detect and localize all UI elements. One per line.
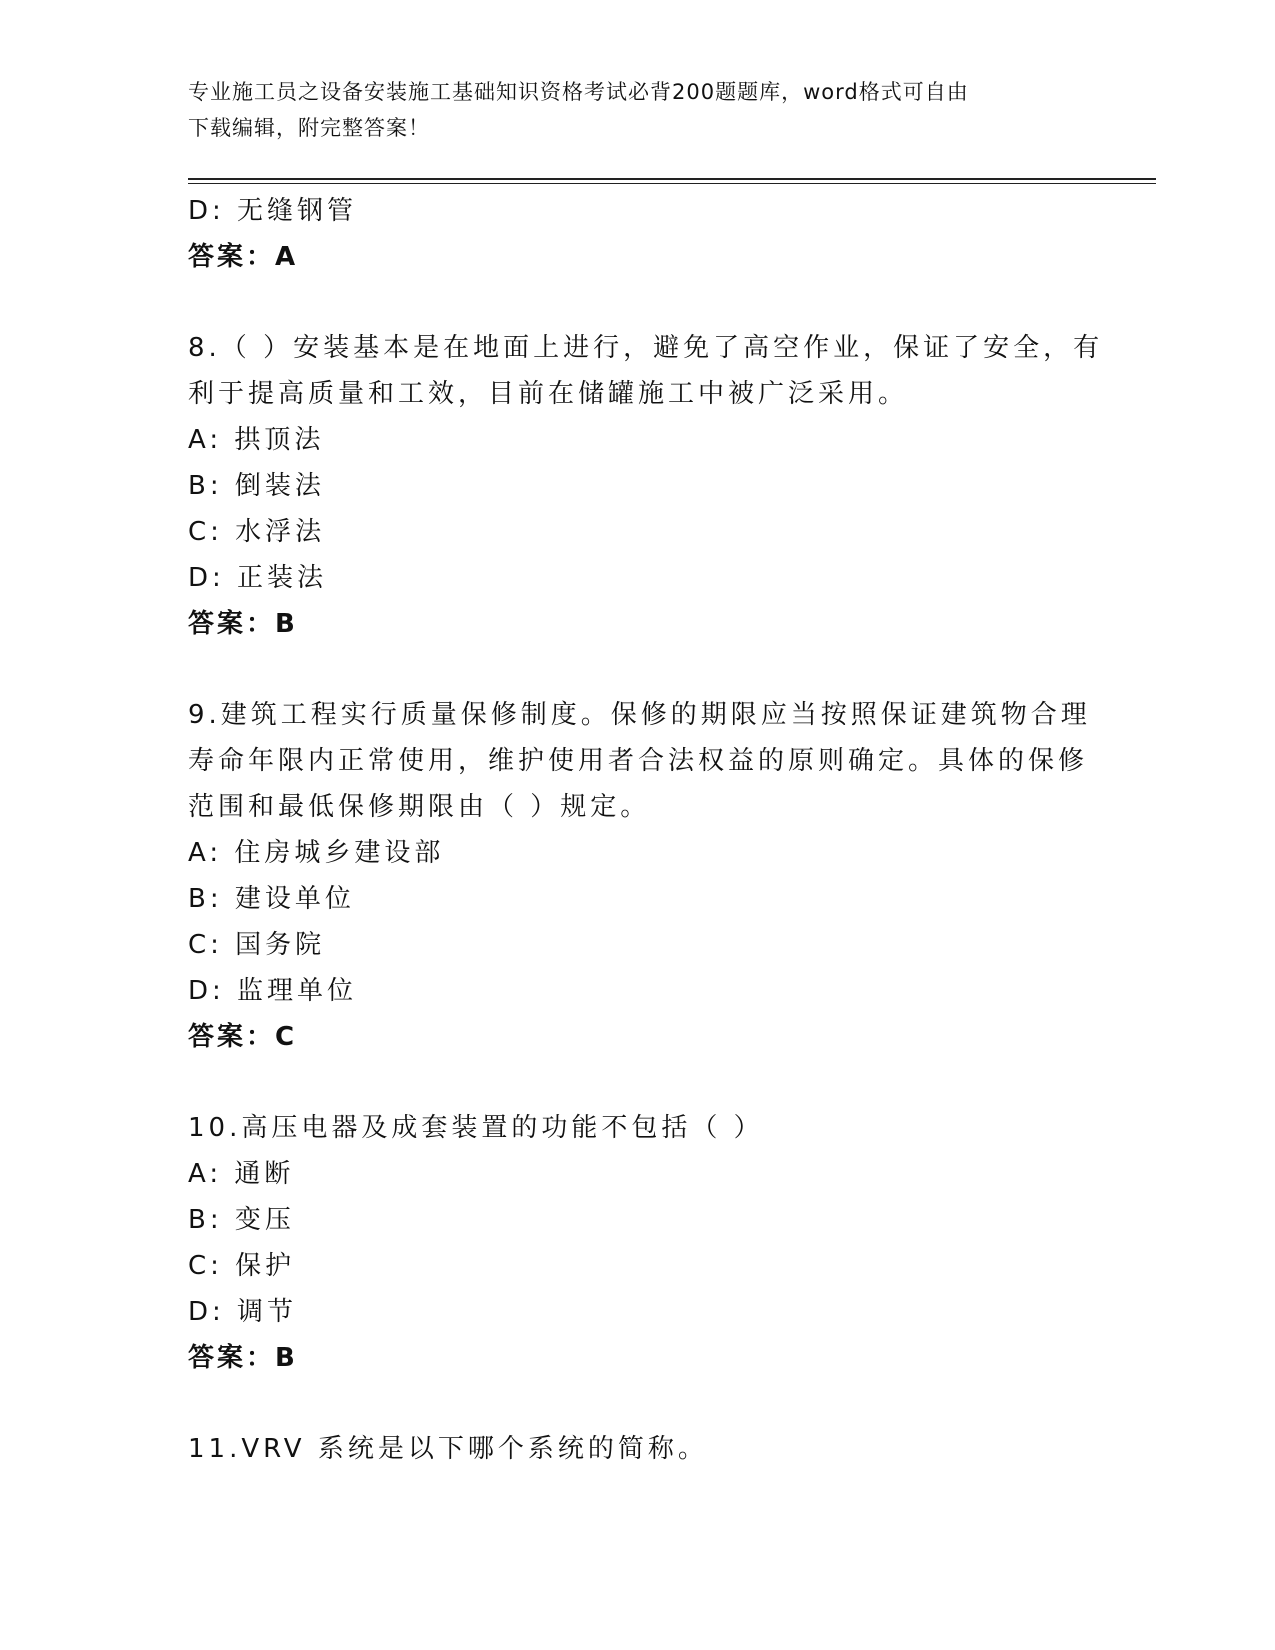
spacer: [188, 1060, 1068, 1105]
prev-option-d: D: 无缝钢管: [188, 196, 358, 226]
header-line-1: 专业施工员之设备安装施工基础知识资格考试必背200题题库，word格式可自由: [188, 80, 969, 104]
question-text: 8.（ ）安装基本是在地面上进行，避免了高空作业，保证了安全，有: [188, 333, 1104, 363]
question-text: 11.VRV 系统是以下哪个系统的简称。: [188, 1434, 708, 1464]
option-d: D: 正装法: [188, 563, 328, 593]
question-10: [188, 1105, 1068, 1381]
spacer: [188, 280, 1068, 325]
spacer: [188, 1381, 1068, 1426]
option-c: C: 水浮法: [188, 517, 326, 547]
question-list: [188, 188, 1104, 1472]
option-d: D: 调节: [188, 1297, 298, 1327]
option-a: A: 通断: [188, 1159, 295, 1189]
option-c: C: 保护: [188, 1251, 296, 1281]
page-header: [188, 74, 1088, 146]
question-8: [188, 325, 1104, 647]
option-b: B: 变压: [188, 1205, 295, 1235]
question-text: 10.高压电器及成套装置的功能不包括（ ）: [188, 1113, 764, 1143]
question-text: 9.建筑工程实行质量保修制度。保修的期限应当按照保证建筑物合理: [188, 700, 1091, 730]
question-11: [188, 1426, 1068, 1472]
prev-answer: 答案：A: [188, 242, 299, 272]
option-b: B: 倒装法: [188, 471, 325, 501]
option-a: A: 住房城乡建设部: [188, 838, 445, 868]
answer: 答案：B: [188, 1343, 298, 1373]
option-c: C: 国务院: [188, 930, 326, 960]
header-line-2: 下载编辑，附完整答案！: [188, 116, 430, 140]
header-divider: [188, 178, 1156, 180]
answer: 答案：B: [188, 609, 298, 639]
option-a: A: 拱顶法: [188, 425, 325, 455]
header-divider-thin: [188, 183, 1156, 184]
question-text: 寿命年限内正常使用，维护使用者合法权益的原则确定。具体的保修: [188, 746, 1089, 776]
answer: 答案：C: [188, 1022, 298, 1052]
question-9: [188, 692, 1091, 1060]
option-d: D: 监理单位: [188, 976, 358, 1006]
spacer: [188, 647, 1068, 692]
option-b: B: 建设单位: [188, 884, 355, 914]
question-text: 利于提高质量和工效，目前在储罐施工中被广泛采用。: [188, 379, 909, 409]
question-text: 范围和最低保修期限由（ ）规定。: [188, 792, 651, 822]
